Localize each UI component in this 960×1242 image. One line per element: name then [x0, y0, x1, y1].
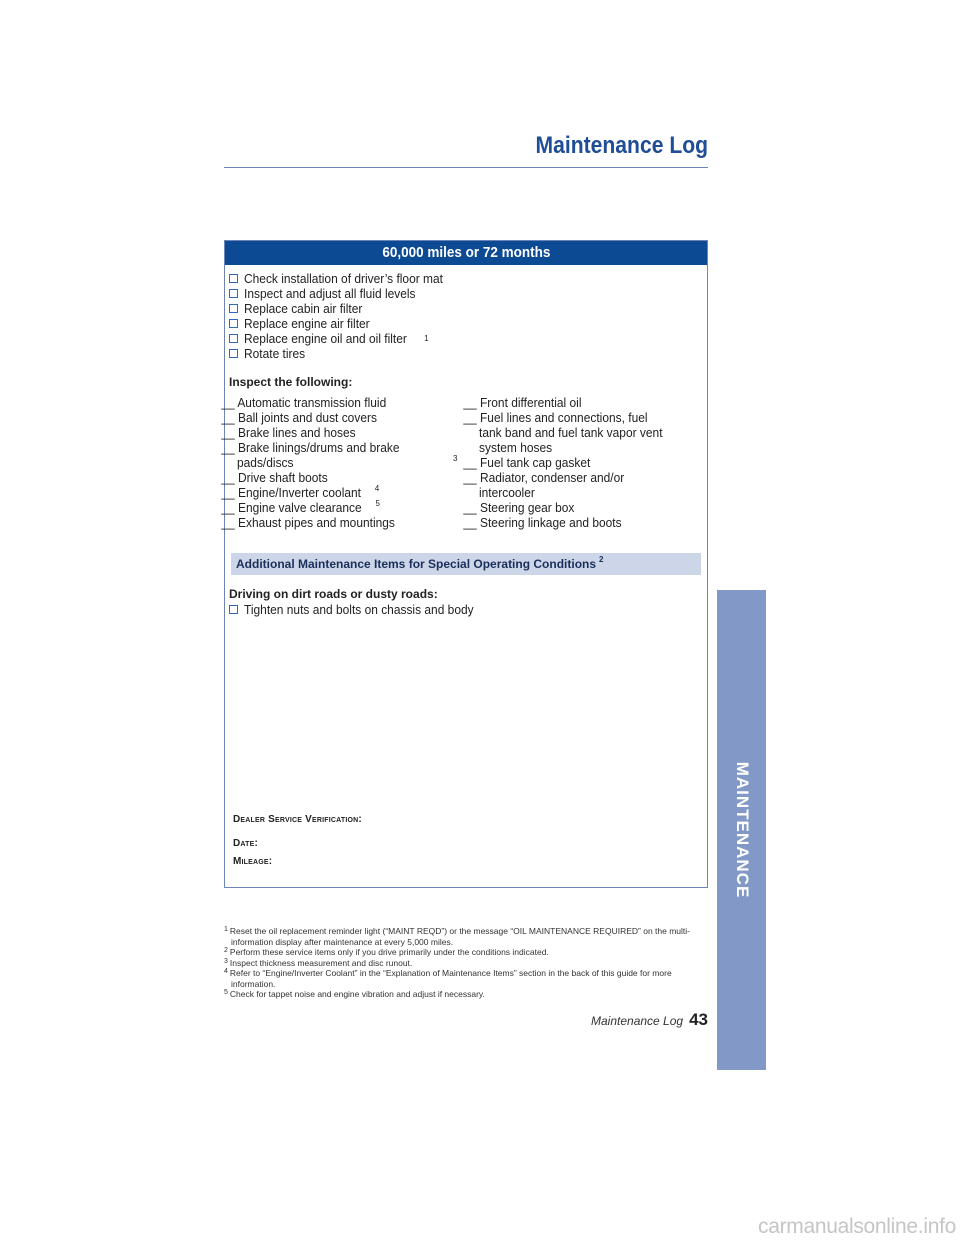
checkbox-icon[interactable] [229, 304, 238, 313]
checkbox-icon[interactable] [229, 349, 238, 358]
inspect-columns [221, 395, 707, 537]
footnote [224, 968, 706, 989]
checklist-item-label: Check installation of driver’s floor mat [244, 271, 443, 286]
inspect-item [463, 395, 704, 410]
footnote-ref: 4 [374, 484, 380, 493]
inspect-item-label: __ Steering linkage and boots [463, 515, 622, 530]
inspect-item [221, 484, 467, 500]
inspect-item [463, 410, 704, 455]
inspect-item [221, 425, 467, 440]
inspect-item [221, 515, 467, 530]
checklist-item [229, 602, 707, 617]
inspect-item-label: __ Steering gear box [463, 500, 575, 515]
inspect-item-label: __ Ball joints and dust covers [221, 410, 377, 425]
footer-section-label: Maintenance Log [591, 1014, 684, 1028]
footnote-ref: 2 [599, 555, 604, 564]
page-title: Maintenance Log [535, 132, 708, 159]
footnotes [224, 926, 706, 1000]
footnote-number: 2 [224, 947, 228, 954]
inspect-item [221, 470, 467, 485]
title-divider [224, 167, 708, 168]
dirt-roads-heading: Driving on dirt roads or dusty roads: [229, 587, 438, 601]
inspect-item-label: __ Brake linings/drums and brake pads/discs [221, 440, 400, 470]
inspect-item-label: __ Brake lines and hoses [221, 425, 356, 440]
inspect-item-label: __ Fuel lines and connections, fuel tank band and fuel tank vapor vent system hoses [463, 410, 663, 455]
inspect-heading: Inspect the following: [229, 375, 353, 389]
checklist-item-label: Replace engine oil and oil filter [244, 331, 407, 346]
page-footer [591, 1010, 708, 1030]
inspect-item [463, 470, 704, 500]
date-label: Date: [233, 838, 259, 849]
mileage-label: Mileage: [233, 856, 273, 867]
inspect-list-left [221, 395, 467, 530]
checklist-item: Replace engine oil and oil filter 1 [229, 331, 707, 346]
footnote-text: Perform these service items only if you drive primarily under the conditions indicated. [229, 947, 549, 957]
service-interval-box [221, 240, 708, 888]
footnote-text: Reset the oil replacement reminder light (“MAINT REQD”) or the message “OIL MAINTENANCE REQUIRED” on the multi-information display after maintenance at every 5,000 miles. [229, 926, 690, 947]
inspect-item-label: __ Radiator, condenser and/or intercooler [463, 470, 625, 500]
footnote [224, 947, 706, 958]
checklist-item-label: Rotate tires [244, 346, 306, 361]
footnote-ref: 5 [375, 499, 380, 508]
checkbox-icon[interactable] [229, 289, 238, 298]
additional-items-bar [231, 553, 701, 575]
checklist-item [229, 271, 707, 286]
checkbox-icon[interactable] [229, 274, 238, 283]
inspect-item-label: __ Drive shaft boots [221, 470, 328, 485]
inspect-item-label: __ Fuel tank cap gasket [463, 455, 591, 470]
inspect-item-label: __ Engine/Inverter coolant [221, 485, 361, 500]
inspect-item-label: __ Engine valve clearance [221, 500, 362, 515]
checklist-item-label: Tighten nuts and bolts on chassis and body [244, 602, 474, 617]
footnote [224, 989, 706, 1000]
page-number: 43 [689, 1010, 708, 1029]
section-side-tab[interactable] [717, 590, 766, 1070]
interval-header [225, 241, 707, 265]
checklist-item-label: Replace cabin air filter [244, 301, 363, 316]
checklist-item-label: Replace engine air filter [244, 316, 370, 331]
side-tab-label: MAINTENANCE [732, 761, 752, 899]
inspect-list-right [463, 395, 704, 530]
checkbox-icon[interactable] [229, 319, 238, 328]
footnote-text: Inspect thickness measurement and disc runout. [229, 957, 413, 968]
dirt-roads-checklist [229, 602, 707, 617]
inspect-item [221, 410, 467, 425]
watermark: carmanualsonline.info [758, 1215, 956, 1238]
inspect-item-label: __ Automatic transmission fluid [221, 395, 387, 410]
footnote-text: Refer to “Engine/Inverter Coolant” in the “Explanation of Maintenance Items” section in the back of this guide for more information. [229, 968, 672, 989]
footnote-number: 4 [224, 968, 228, 975]
footnote-number: 1 [224, 926, 228, 933]
checklist-item [229, 301, 707, 316]
inspect-item [221, 499, 467, 515]
inspect-item [463, 500, 704, 515]
inspect-item [221, 440, 467, 470]
inspect-item-label: __ Front differential oil [463, 395, 582, 410]
footnote-number: 5 [224, 989, 228, 996]
footnote [224, 958, 706, 969]
checkbox-icon[interactable] [229, 605, 238, 614]
checklist-item [229, 316, 707, 331]
checklist-item [229, 346, 707, 361]
inspect-item [463, 455, 704, 470]
inspect-item-label: __ Exhaust pipes and mountings [221, 515, 395, 530]
interval-title: 60,000 miles or 72 months [381, 244, 551, 261]
dealer-verification-label: Dealer Service Verification: [233, 814, 362, 825]
footnote-ref: 3 [453, 454, 458, 463]
service-checklist [225, 265, 707, 361]
inspect-item [221, 395, 467, 410]
footnote [224, 926, 706, 947]
checklist-item-label: Inspect and adjust all fluid levels [244, 286, 416, 301]
inspect-item [463, 515, 704, 530]
checklist-item [229, 286, 707, 301]
additional-items-title: Additional Maintenance Items for Special Operating Conditions [236, 557, 597, 571]
checkbox-icon[interactable] [229, 334, 238, 343]
footnote-text: Check for tappet noise and engine vibration and adjust if necessary. [229, 989, 485, 999]
footnote-number: 3 [224, 957, 228, 965]
